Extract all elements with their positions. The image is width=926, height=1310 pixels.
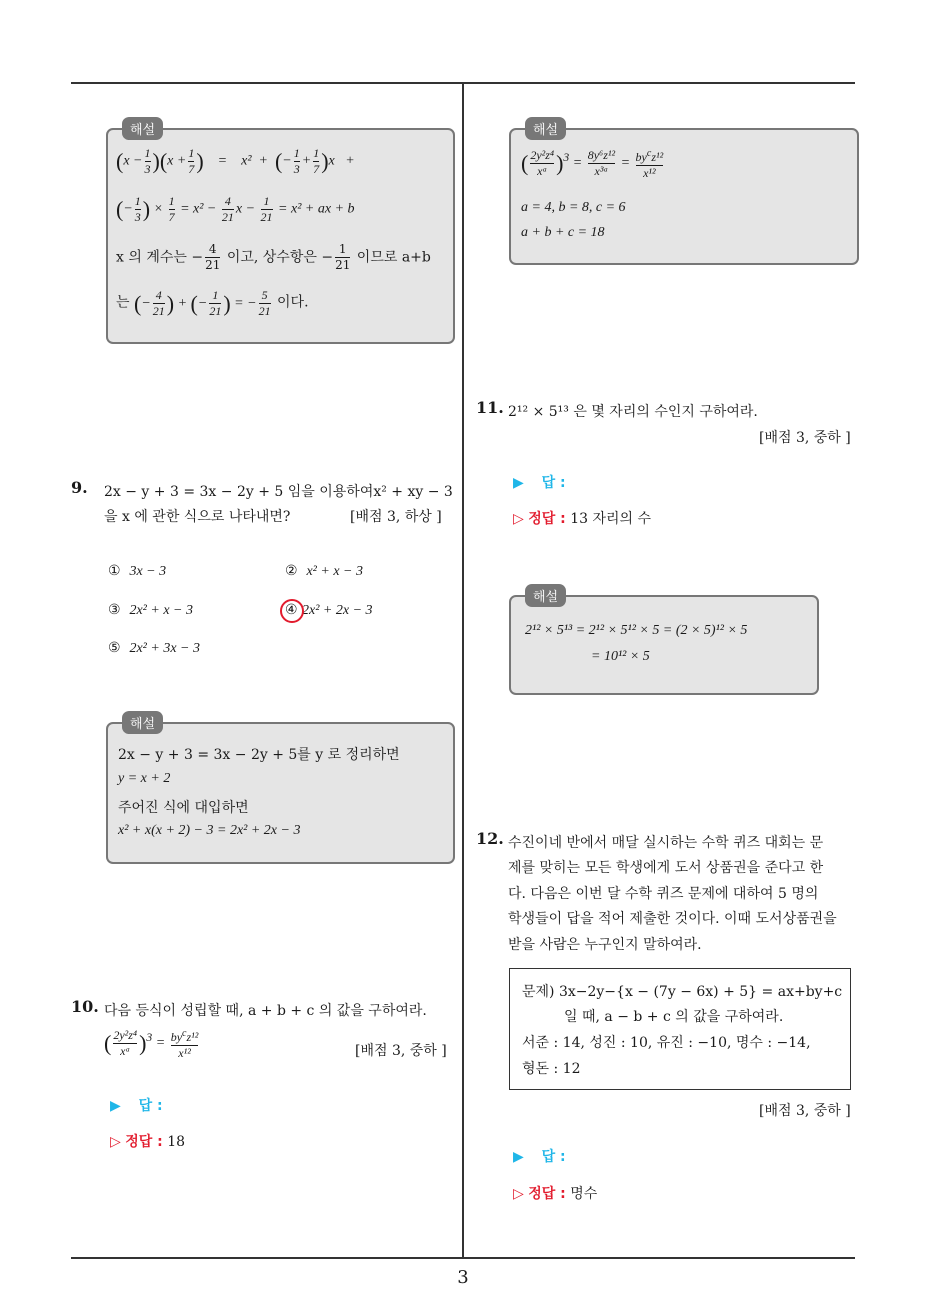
solution-tag: 해설: [525, 584, 566, 607]
solution-box-8: [106, 123, 455, 344]
solution-10-line-1: ( $\frac{\text{2y²z⁴}}{\text{xᵃ}}$ )$^3$ = $\frac{\text{8y⁶z¹²}}{\text{x³ᵃ}}$ = $\frac{by^cz^{12}}{\text{x¹²}}$: [521, 148, 664, 180]
solution-tag: 해설: [122, 117, 163, 140]
question-9-text-line-2: 을 x 에 관한 식으로 나타내면?: [104, 509, 291, 525]
question-12-line-1: 수진이네 반에서 매달 실시하는 수학 퀴즈 대회는 문: [508, 835, 824, 851]
solution-9-line-4: x² + x(x + 2) − 3 = 2x² + 2x − 3: [118, 823, 301, 838]
solution-8-line-4: 는 (− $\frac{4}{21}$ ) + (− $\frac{1}{21}$ ) = − $\frac{5}{21}$ 이다.: [116, 288, 309, 318]
question-9-text-line-1: 2x − y + 3 = 3x − 2y + 5 임을 이용하여x² + xy − 3: [104, 484, 453, 500]
question-9-points: [배점 3, 하상 ]: [350, 509, 442, 525]
answer-row-11[interactable]: ▶ 답 :: [513, 475, 566, 491]
page-number: 3: [457, 1267, 469, 1288]
problem-line-1: 문제) 3x−2y−{x − (7y − 6x) + 5} = ax+by+c: [522, 984, 843, 1000]
problem-line-3: 서준 : 14, 성진 : 10, 유진 : −10, 명수 : −14,: [522, 1035, 811, 1051]
question-12-line-2: 제를 맞히는 모든 학생에게 도서 상품권을 준다고 한: [508, 860, 824, 876]
solution-10-line-2: a = 4, b = 8, c = 6: [521, 200, 626, 215]
solution-8-line-1: (x − $\frac{1}{3}$ )(x + $\frac{1}{7}$ ) = x² + (− $\frac{1}{3}$ + $\frac{1}{7}$ )x +: [116, 146, 355, 176]
choice-5[interactable]: ⑤ 2x² + 3x − 3: [108, 640, 200, 656]
solution-10-line-3: a + b + c = 18: [521, 225, 605, 240]
solution-9-line-2: y = x + 2: [118, 771, 171, 786]
choice-1[interactable]: ① 3x − 3: [108, 563, 167, 579]
question-11-points: [배점 3, 중하 ]: [759, 430, 851, 446]
outline-arrow-icon: ▷: [513, 1186, 524, 1202]
question-12-line-4: 학생들이 답을 적어 제출한 것이다. 이때 도서상품권을: [508, 911, 837, 927]
correct-answer-10: ▷ 정답 : 18: [110, 1134, 186, 1150]
question-10-number: 10.: [71, 997, 99, 1016]
problem-line-2: 일 때, a − b + c 의 값을 구하여라.: [564, 1009, 784, 1025]
play-arrow-icon: ▶: [513, 475, 524, 491]
correct-answer-11: ▷ 정답 : 13 자리의 수: [513, 511, 652, 527]
problem-line-4: 형돈 : 12: [522, 1061, 581, 1077]
play-arrow-icon: ▶: [513, 1149, 524, 1165]
solution-8-line-3: x 의 계수는 − $\frac{4}{21}$ 이고, 상수항은 − $\frac{1}{21}$ 이므로 a+b: [116, 242, 431, 272]
outline-arrow-icon: ▷: [110, 1134, 121, 1150]
solution-box-10: [509, 123, 859, 265]
choice-2[interactable]: ② x² + x − 3: [285, 563, 363, 579]
question-12-line-3: 다. 다음은 이번 달 수학 퀴즈 문제에 대하여 5 명의: [508, 886, 819, 902]
answer-row-10[interactable]: ▶ 답 :: [110, 1098, 163, 1114]
question-12-line-5: 받을 사람은 누구인지 말하여라.: [508, 937, 702, 953]
choice-4[interactable]: ④ 2x² + 2x − 3: [285, 602, 373, 618]
solution-tag: 해설: [525, 117, 566, 140]
solution-box-9: [106, 717, 455, 864]
choice-3[interactable]: ③ 2x² + x − 3: [108, 602, 193, 618]
question-11-text: 2¹² × 5¹³ 은 몇 자리의 수인지 구하여라.: [508, 404, 758, 420]
play-arrow-icon: ▶: [110, 1098, 121, 1114]
solution-box-11: [509, 590, 819, 695]
correct-answer-12: ▷ 정답 : 명수: [513, 1186, 598, 1202]
solution-11-line-1: 2¹² × 5¹³ = 2¹² × 5¹² × 5 = (2 × 5)¹² × 5: [525, 623, 748, 638]
outline-arrow-icon: ▷: [513, 511, 524, 527]
question-11-number: 11.: [476, 398, 504, 417]
question-10-points: [배점 3, 중하 ]: [355, 1043, 447, 1059]
question-12-problem-box: [509, 968, 851, 1090]
solution-9-line-1: 2x − y + 3 = 3x − 2y + 5를 y 로 정리하면: [118, 747, 400, 763]
solution-9-line-3: 주어진 식에 대입하면: [118, 800, 249, 816]
answer-row-12[interactable]: ▶ 답 :: [513, 1149, 566, 1165]
question-12-points: [배점 3, 중하 ]: [759, 1103, 851, 1119]
question-10-equation: ( $\frac{\text{2y²z⁴}}{\text{xᵃ}}$ )$^3$ = $\frac{by^cz^{12}}{\text{x¹²}}$: [104, 1028, 199, 1060]
question-12-number: 12.: [476, 829, 504, 848]
question-10-text: 다음 등식이 성립할 때, a + b + c 의 값을 구하여라.: [104, 1003, 427, 1019]
question-9-number: 9.: [71, 478, 88, 497]
solution-11-line-2: = 10¹² × 5: [591, 649, 650, 664]
selected-answer-circle: [280, 599, 304, 623]
solution-8-line-2: (− $\frac{1}{3}$ ) × $\frac{1}{7}$ = x² − $\frac{4}{21}$ x − $\frac{1}{21}$ = x² + ax + b: [116, 194, 355, 224]
solution-tag: 해설: [122, 711, 163, 734]
column-divider: [462, 84, 464, 1259]
